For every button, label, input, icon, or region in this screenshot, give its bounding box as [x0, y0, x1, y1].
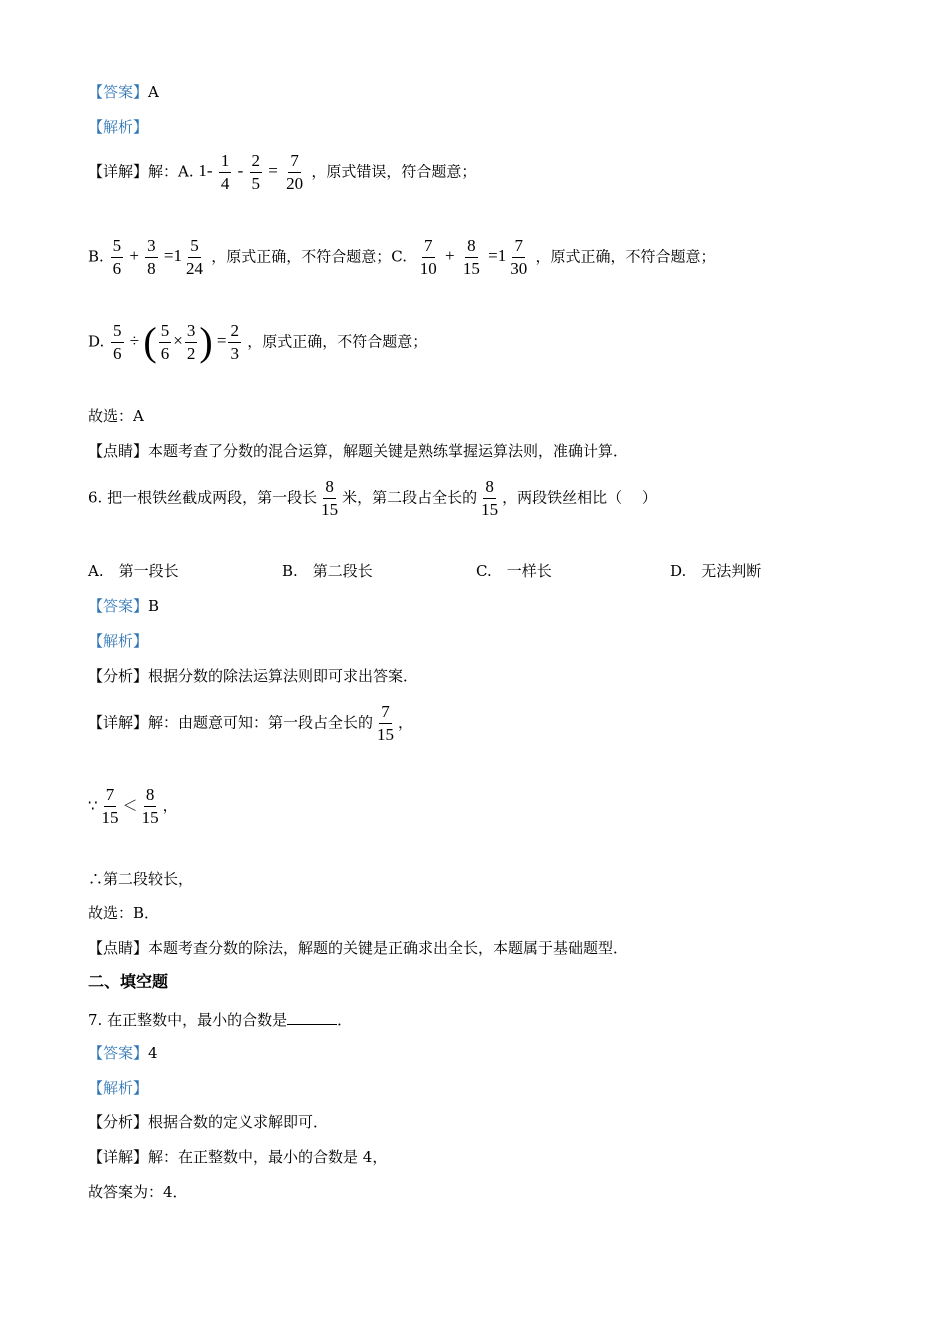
fraction: $\frac{2}{5}$ [251, 151, 260, 193]
q5-comment: 【点睛】本题考查了分数的混合运算，解题关键是熟练掌握运算法则，准确计算． [88, 442, 629, 460]
section-title: 二、填空题 [88, 972, 169, 991]
expression-c: $\frac{7}{10}$ + $\frac{8}{15}$ =1 $\frac{7}{30}$ [419, 236, 528, 278]
q5-analysis-tag: 【解析】 [88, 118, 149, 136]
q6-analysis-tag: 【解析】 [88, 632, 149, 650]
q7-analysis-tag: 【解析】 [88, 1079, 149, 1097]
q7-final: 故答案为：4． [88, 1183, 188, 1201]
q5-detail-d: D. $\frac{5}{6}$ ÷ ( $\frac{5}{6}$ × $\frac{3}{2}$ ) = $\frac{2}{3}$ ，原式正确，不符合题意； [88, 319, 428, 365]
q6-therefore: ∴第二段较长， [88, 870, 194, 888]
answer-value: A [148, 83, 159, 101]
expression-d: $\frac{5}{6}$ ÷ ( $\frac{5}{6}$ × $\frac{3}{2}$ ) = $\frac{2}{3}$ [113, 319, 239, 365]
q5-detail-a: 【详解】解：A. 1- $\frac{1}{4}$ - $\frac{2}{5}$ = $\frac{7}{20}$ ，原式错误，符合题意； [88, 151, 477, 193]
q6-compare: ∵ $\frac{7}{15}$ ＜ $\frac{8}{15}$ ， [88, 785, 178, 827]
q5-detail-bc: B. $\frac{5}{6}$ + $\frac{3}{8}$ =1 $\frac{5}{24}$ ，原式正确，不符合题意；C. $\frac{7}{10}$ + $\frac{8}{15}$ =1 $\frac{7}{30}$ ，原式正确，不符合题意； [88, 236, 716, 278]
option-b: B. 第二段长 [282, 562, 373, 580]
detail-tag: 【详解】 [88, 162, 149, 181]
q6-stem: 6. 把一根铁丝截成两段，第一段长 $\frac{8}{15}$ 米，第二段占全长的 $\frac{8}{15}$ ，两段铁丝相比（ ） [88, 477, 657, 519]
q5-answer-line [88, 82, 159, 102]
q7-answer-line: 【答案】4 [88, 1044, 158, 1062]
q6-analysis: 【分析】根据分数的除法运算法则即可求出答案． [88, 667, 419, 685]
q5-choose: 故选：A [88, 407, 144, 425]
fraction: $\frac{8}{15}$ [321, 477, 339, 519]
fraction: $\frac{7}{15}$ [377, 702, 395, 744]
answer-tag: 【答案】 [88, 83, 149, 101]
answer-blank [287, 1008, 337, 1025]
expression-b: $\frac{5}{6}$ + $\frac{3}{8}$ =1 $\frac{5}{24}$ [112, 236, 204, 278]
expression-a: 1- $\frac{1}{4}$ - $\frac{2}{5}$ = $\frac{7}{20}$ [198, 151, 304, 193]
q7-stem: 7. 在正整数中，最小的合数是 ． [88, 1008, 352, 1030]
fraction: $\frac{8}{15}$ [481, 477, 499, 519]
q6-choose: 故选：B． [88, 904, 160, 922]
fraction: $\frac{1}{4}$ [220, 151, 230, 193]
q6-comment: 【点睛】本题考查分数的除法，解题的关键是正确求出全长，本题属于基础题型． [88, 939, 629, 957]
option-a: A. 第一段长 [88, 562, 179, 580]
option-c: C. 一样长 [476, 562, 552, 580]
fraction: $\frac{7}{20}$ [286, 151, 304, 193]
q7-detail: 【详解】解：在正整数中，最小的合数是 4， [88, 1148, 388, 1166]
q7-analysis: 【分析】根据合数的定义求解即可． [88, 1113, 329, 1131]
q6-detail: 【详解】解：由题意可知：第一段占全长的 $\frac{7}{15}$ ， [88, 702, 414, 744]
q6-answer-line: 【答案】B [88, 597, 160, 615]
option-d: D. 无法判断 [670, 562, 762, 580]
